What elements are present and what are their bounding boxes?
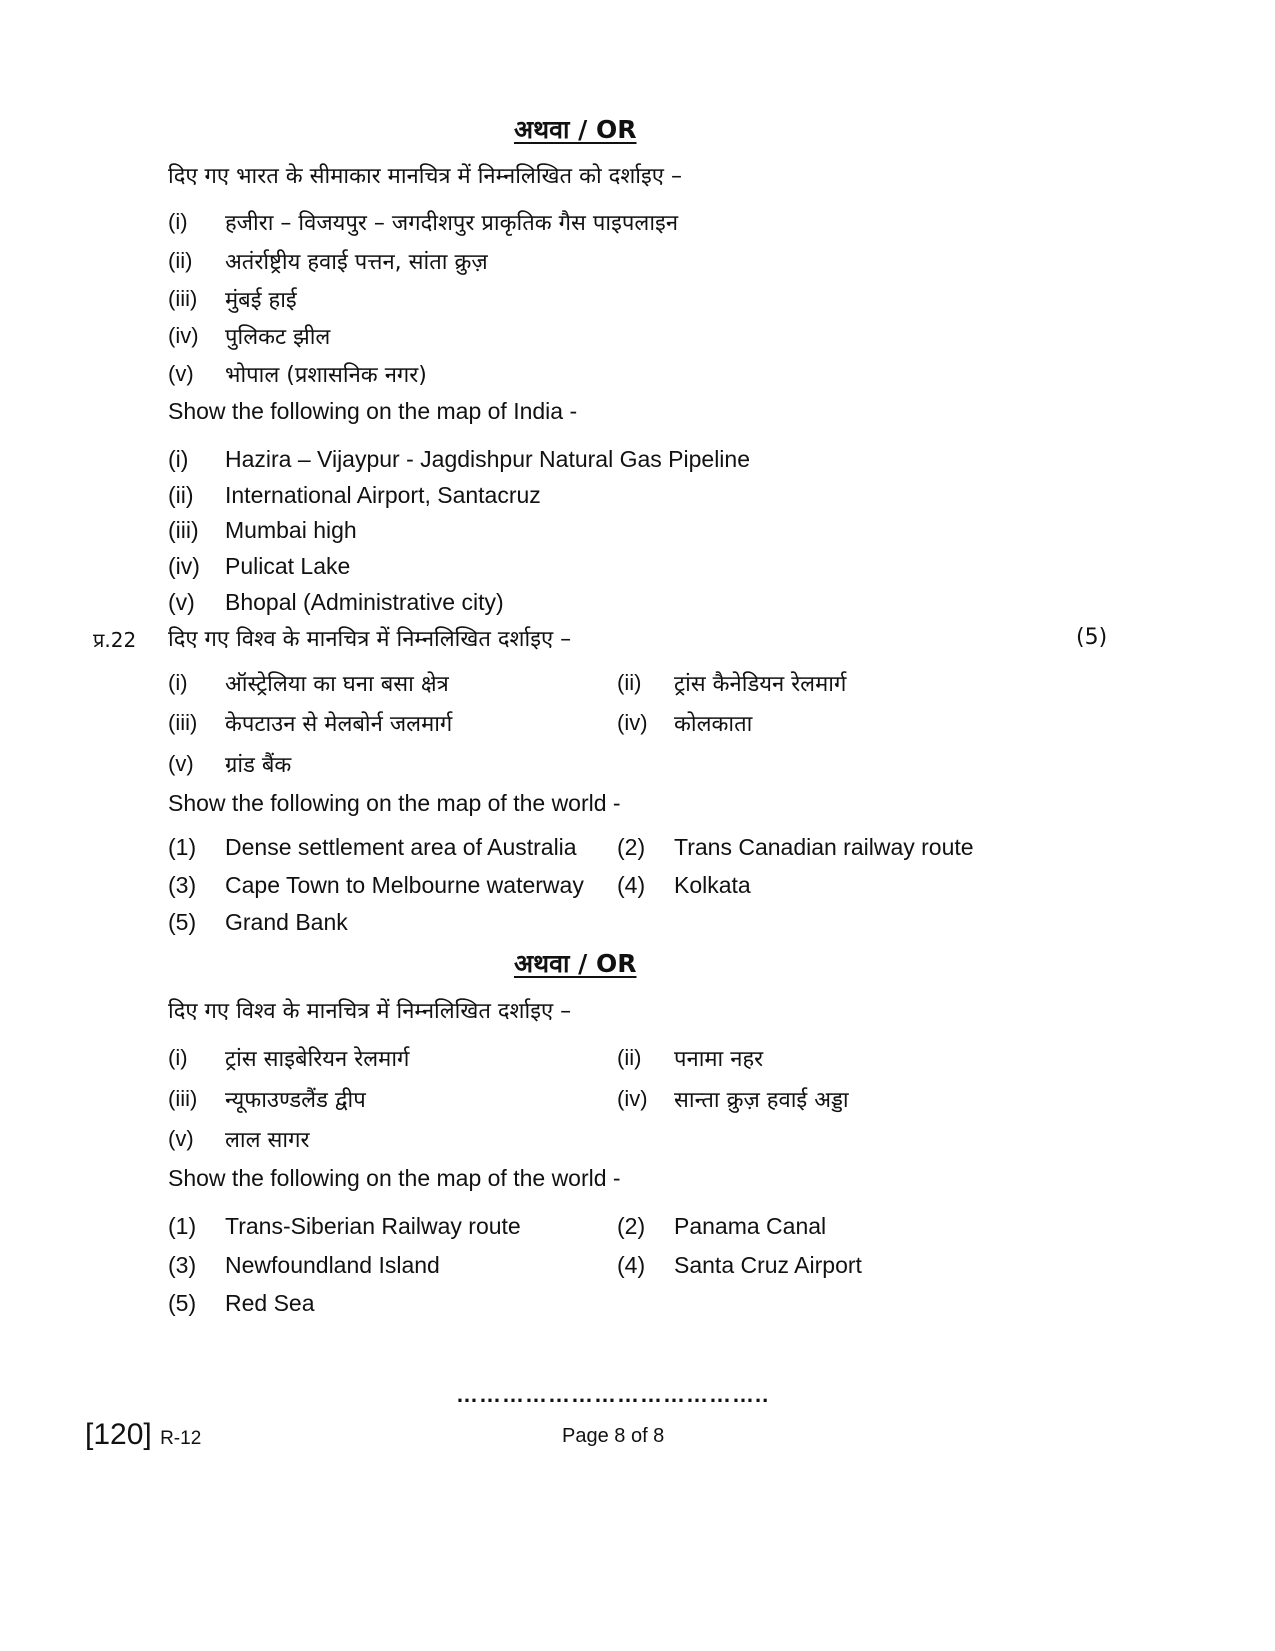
item-number: (v) bbox=[168, 361, 194, 386]
item-number: (i) bbox=[168, 1045, 188, 1070]
item-number: (2) bbox=[617, 1213, 646, 1239]
item-number: (ii) bbox=[617, 670, 642, 695]
q22-or-item-english: Newfoundland Island bbox=[225, 1252, 440, 1278]
item-number: (iv) bbox=[617, 1086, 648, 1111]
india-item-english: Mumbai high bbox=[225, 517, 357, 543]
item-number: (i) bbox=[168, 446, 189, 472]
paper-code-number: [120] bbox=[85, 1418, 152, 1451]
q22-item-english: Kolkata bbox=[674, 872, 751, 898]
q22-item-hindi: ट्रांस कैनेडियन रेलमार्ग bbox=[674, 672, 847, 697]
item-number: (2) bbox=[617, 834, 646, 860]
india-item-hindi: अतंर्राष्ट्रीय हवाई पत्तन, सांता क्रुज़ bbox=[225, 250, 488, 275]
q22-or-item-english: Panama Canal bbox=[674, 1213, 827, 1239]
india-item-hindi: हजीरा – विजयपुर – जगदीशपुर प्राकृतिक गैस पाइपलाइन bbox=[225, 211, 679, 236]
item-number: (iii) bbox=[168, 286, 198, 311]
q22-or-item-english: Red Sea bbox=[225, 1290, 315, 1316]
item-number: (1) bbox=[168, 834, 197, 860]
item-number: (iv) bbox=[168, 553, 200, 579]
item-number: (v) bbox=[168, 589, 195, 615]
paper-code bbox=[85, 1418, 201, 1452]
item-number: (3) bbox=[168, 1252, 197, 1278]
q22-item-english: Grand Bank bbox=[225, 909, 348, 935]
item-number: (ii) bbox=[617, 1045, 642, 1070]
india-item-english: International Airport, Santacruz bbox=[225, 482, 541, 508]
or-heading: अथवा / OR bbox=[514, 115, 637, 144]
item-number: (iii) bbox=[168, 517, 199, 543]
india-item-english: Bhopal (Administrative city) bbox=[225, 589, 504, 615]
india-item-english: Pulicat Lake bbox=[225, 553, 351, 579]
q22-intro-english: Show the following on the map of the world - bbox=[168, 790, 621, 816]
item-number: (4) bbox=[617, 1252, 646, 1278]
item-number: (i) bbox=[168, 670, 188, 695]
item-number: (ii) bbox=[168, 248, 193, 273]
page-number: Page 8 of 8 bbox=[562, 1425, 665, 1447]
item-number: (i) bbox=[168, 209, 188, 234]
end-dots-divider: ………………………………….. bbox=[456, 1382, 770, 1407]
question-label: प्र.22 bbox=[93, 628, 137, 652]
q22-or-intro-hindi: दिए गए विश्व के मानचित्र में निम्नलिखित दर्शाइए – bbox=[168, 999, 572, 1024]
q22-or-item-hindi: न्यूफाउण्डलैंड द्वीप bbox=[225, 1088, 366, 1113]
q22-or-item-hindi: ट्रांस साइबेरियन रेलमार्ग bbox=[225, 1047, 410, 1072]
marks-badge: (5) bbox=[1076, 625, 1108, 650]
item-number: (iv) bbox=[617, 710, 648, 735]
q22-item-hindi: ग्रांड बैंक bbox=[225, 753, 292, 778]
q22-item-hindi: केपटाउन से मेलबोर्न जलमार्ग bbox=[225, 712, 453, 737]
q22-or-item-hindi: लाल सागर bbox=[225, 1128, 310, 1153]
item-number: (5) bbox=[168, 1290, 197, 1316]
or-heading: अथवा / OR bbox=[514, 949, 637, 978]
item-number: (3) bbox=[168, 872, 197, 898]
india-item-hindi: पुलिकट झील bbox=[225, 325, 331, 350]
item-number: (iii) bbox=[168, 1086, 198, 1111]
item-number: (v) bbox=[168, 751, 194, 776]
q22-or-item-english: Trans-Siberian Railway route bbox=[225, 1213, 521, 1239]
q22-item-hindi: कोलकाता bbox=[674, 712, 753, 737]
q22-item-english: Trans Canadian railway route bbox=[674, 834, 974, 860]
item-number: (v) bbox=[168, 1126, 194, 1151]
q22-item-english: Cape Town to Melbourne waterway bbox=[225, 872, 584, 898]
item-number: (5) bbox=[168, 909, 197, 935]
q22-intro-hindi: दिए गए विश्व के मानचित्र में निम्नलिखित दर्शाइए – bbox=[168, 627, 572, 652]
q22-or-item-english: Santa Cruz Airport bbox=[674, 1252, 862, 1278]
item-number: (ii) bbox=[168, 482, 194, 508]
q22-or-intro-english: Show the following on the map of the world - bbox=[168, 1165, 621, 1191]
india-item-hindi: मुंबई हाई bbox=[225, 288, 297, 313]
q22-or-item-hindi: पनामा नहर bbox=[674, 1047, 764, 1072]
item-number: (4) bbox=[617, 872, 646, 898]
item-number: (iii) bbox=[168, 710, 198, 735]
item-number: (iv) bbox=[168, 323, 199, 348]
q22-or-item-hindi: सान्ता क्रुज़ हवाई अड्डा bbox=[674, 1088, 849, 1113]
india-intro-english: Show the following on the map of India - bbox=[168, 398, 578, 424]
item-number: (1) bbox=[168, 1213, 197, 1239]
q22-item-english: Dense settlement area of Australia bbox=[225, 834, 577, 860]
india-intro-hindi: दिए गए भारत के सीमाकार मानचित्र में निम्नलिखित को दर्शाइए – bbox=[168, 164, 682, 189]
q22-item-hindi: ऑस्ट्रेलिया का घना बसा क्षेत्र bbox=[225, 672, 449, 697]
paper-code-suffix: R-12 bbox=[160, 1428, 202, 1449]
india-item-english: Hazira – Vijaypur - Jagdishpur Natural Gas Pipeline bbox=[225, 446, 751, 472]
india-item-hindi: भोपाल (प्रशासनिक नगर) bbox=[225, 363, 427, 388]
